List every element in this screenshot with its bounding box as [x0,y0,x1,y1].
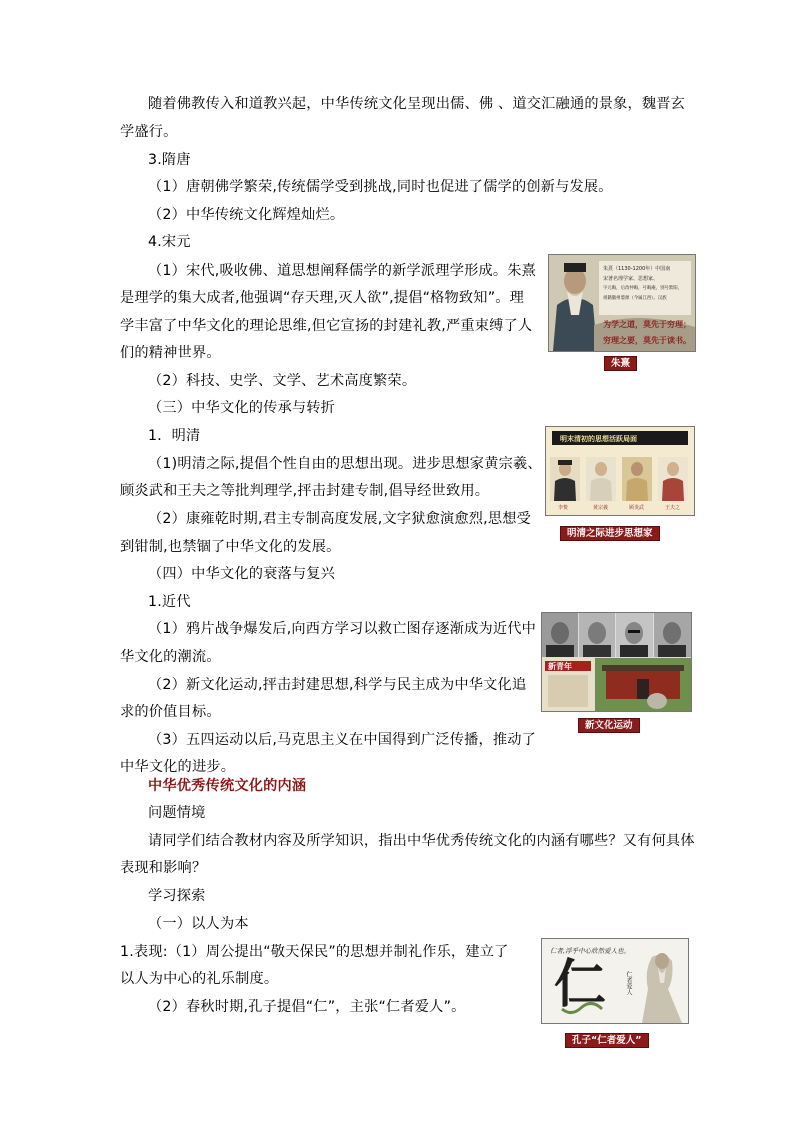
mingqing-image [545,426,695,516]
text-line: （2）科技、史学、文学、艺术高度繁荣。 [148,373,417,389]
text-line: 中华文化的进步。 [120,759,236,775]
text-line: 1.表现:（1）周公提出“敬天保民”的思想并制礼作乐，建立了 [120,944,509,960]
text-line: （2）新文化运动,抨击封建思想,科学与民主成为中华文化追 [148,677,527,693]
section-heading: 1．明清 [148,428,201,444]
text-line: 们的精神世界。 [120,345,221,361]
text-line: （1)明清之际,提倡个性自由的思想出现。进步思想家黄宗羲、 [148,456,542,472]
text-line: （2）中华传统文化辉煌灿烂。 [148,207,345,223]
text-line: 随着佛教传入和道教兴起，中华传统文化呈现出儒、佛 、道交汇融通的景象，魏晋玄 [148,96,686,112]
text-line: 华文化的潮流。 [120,649,221,665]
text-line: （1）唐朝佛学繁荣,传统儒学受到挑战,同时也促进了儒学的创新与发展。 [148,179,613,195]
zhuxi-bio-line: 宋著名理学家、思想家、 [603,276,659,282]
section-heading: 4.宋元 [148,234,191,250]
thinkers-portraits-icon [546,427,694,515]
text-line: （1）鸦片战争爆发后,向西方学习以救亡图存逐渐成为近代中 [148,621,537,637]
text-line: 求的价值目标。 [120,704,221,720]
text-line: 到钳制,也禁锢了中华文化的发展。 [120,539,341,555]
mingqing-caption: 明清之际进步思想家 [560,526,660,541]
zhuxi-bio-line: 祖籍徽州婺源（今属江西）。汉族 [603,296,667,301]
text-line: 学盛行。 [120,124,178,140]
kongzi-caption: 孔子“仁者爱人” [565,1033,649,1048]
thinker-name: 王夫之 [665,505,681,511]
thinker-name: 黄宗羲 [593,505,609,511]
zhuxi-quote: 穷理之要，莫先于读书。 [603,336,691,345]
kongzi-quote: 仁者,浮乎中心欣然爱人也。 [550,947,631,955]
thinker-name: 顾炎武 [629,505,645,511]
text-line: 是理学的集大成者,他强调“存天理,灭人欲”,提倡“格物致知”。理 [120,290,525,306]
xinwenhua-image [541,612,692,712]
magazine-title: 新青年 [548,662,572,671]
zhuxi-caption: 朱熹 [604,356,637,371]
red-section-title: 中华优秀传统文化的内涵 [148,778,307,794]
text-line: 以人为中心的礼乐制度。 [120,971,279,987]
text-line: （2）康雍乾时期,君主专制高度发展,文字狱愈演愈烈,思想受 [148,511,532,527]
text-line: 顾炎武和王夫之等批判理学,抨击封建专制,倡导经世致用。 [120,483,490,499]
section-heading: 3.隋唐 [148,152,191,168]
section-heading: 1.近代 [148,594,191,610]
text-line: 学丰富了中华文化的理论思维,但它宣扬的封建礼教,严重束缚了人 [120,318,533,334]
ren-character: 仁 [554,955,607,1015]
text-line: （3）五四运动以后,马克思主义在中国得到广泛传播，推动了 [148,732,537,748]
subheading: 学习探索 [148,888,206,904]
section-heading: （四）中华文化的衰落与复兴 [148,566,336,582]
zhuxi-bio-line: 字元晦，后改仲晦，号晦庵，别号紫阳， [603,286,683,291]
thinker-name: 李贽 [558,505,569,511]
text-line: 请同学们结合教材内容及所学知识，指出中华优秀传统文化的内涵有哪些？又有何具体 [148,833,695,849]
zhuxi-bio-line: 朱熹（1130-1200年）中国南 [603,266,671,272]
section-heading: （三）中华文化的传承与转折 [148,400,336,416]
subheading: 问题情境 [148,805,206,821]
text-line: （1）宋代,吸收佛、道思想阐释儒学的新学派理学形成。朱熹 [148,263,537,279]
kongzi-vertical-text: 仁者爱人 [625,971,632,995]
mingqing-banner-text: 明末清初的思想活跃局面 [560,435,637,443]
text-line: （2）春秋时期,孔子提倡“仁”，主张“仁者爱人”。 [148,999,466,1015]
zhuxi-quote: 为学之道，莫先于穷理； [603,320,691,329]
section-heading: （一）以人为本 [148,916,249,932]
text-line: 表现和影响？ [120,860,207,876]
zhuxi-image [548,254,696,352]
kongzi-image [541,938,689,1024]
xinwenhua-caption: 新文化运动 [578,718,640,733]
